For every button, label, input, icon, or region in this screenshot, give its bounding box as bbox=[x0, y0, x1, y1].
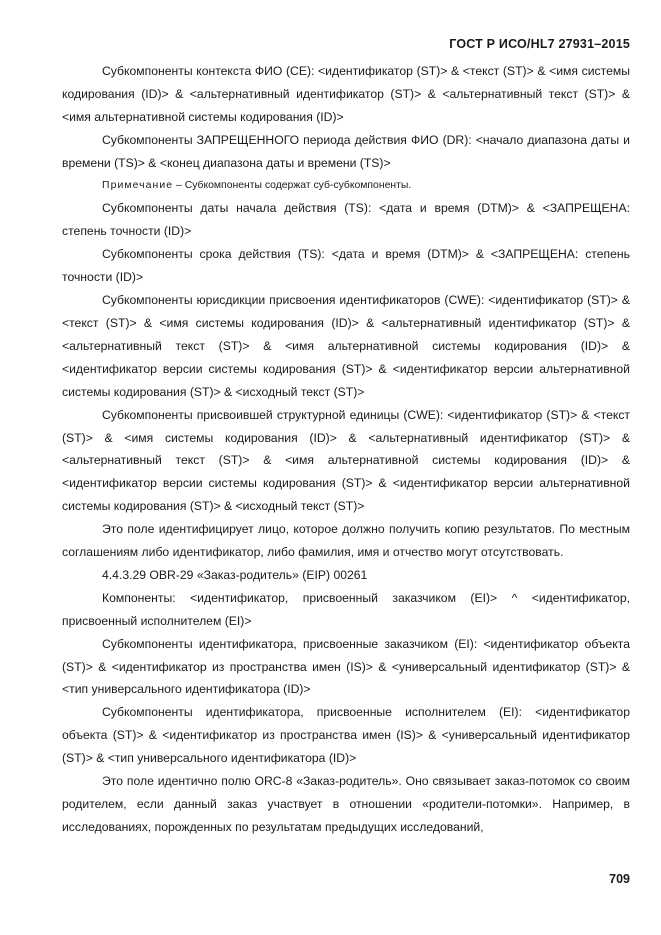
note-text: – Субкомпоненты содержат суб-субкомпоненты. bbox=[173, 179, 412, 191]
paragraph-field-description: Это поле идентифицирует лицо, которое должно получить копию результатов. По местным соглашениям либо идентификатор, либо фамилия, имя и отчество могут отсутствовать. bbox=[62, 522, 630, 560]
paragraph-jurisdiction: Субкомпоненты юрисдикции присвоения идентификаторов (CWE): <идентификатор (ST)> & <текст (ST)> & <имя системы кодирования (ID)> & <альтернативный идентификатор (ST)> & <альтернативный текст (ST)> & <имя альтернативной системы кодирования (ID)> & <идентификатор версии системы кодирования (ST)> & <идентификатор версии альтернативной системы кодирования (ST)> & <исходный текст (ST)> bbox=[62, 293, 630, 399]
page-body bbox=[62, 60, 630, 839]
paragraph-start-date: Субкомпоненты даты начала действия (TS): <дата и время (DTM)> & <ЗАПРЕЩЕНА: степень точности (ID)> bbox=[62, 201, 630, 239]
paragraph-placer-id: Субкомпоненты идентификатора, присвоенные заказчиком (EI): <идентификатор объекта (ST)> & <идентификатор из пространства имен (IS)> & <универсальный идентификатор (ST)> & <тип универсального идентификатора (ID)> bbox=[62, 636, 630, 697]
note-label: Примечание bbox=[102, 179, 174, 191]
paragraph-fio-context: Субкомпоненты контекста ФИО (CE): <идентификатор (ST)> & <текст (ST)> & <имя системы кодирования (ID)> & <альтернативный идентификатор (ST)> & <альтернативный текст (ST)> & <имя альтернативной системы кодирования (ID)> bbox=[62, 64, 630, 124]
paragraph-filler-id: Субкомпоненты идентификатора, присвоенные исполнителем (EI): <идентификатор объекта (ST)> & <идентификатор из пространства имен (IS)> & <универсальный идентификатор (ST)> & <тип универсального идентификатора (ID)> bbox=[62, 705, 630, 766]
paragraph-validity-term: Субкомпоненты срока действия (TS): <дата и время (DTM)> & <ЗАПРЕЩЕНА: степень точности (ID)> bbox=[62, 247, 630, 285]
paragraph-parent-order: Это поле идентично полю ORC-8 «Заказ-родитель». Оно связывает заказ-потомок со своим родителем, если данный заказ участвует в отношении «родители-потомки». Например, в исследованиях, порожденных по результатам предыдущих исследований, bbox=[62, 774, 630, 834]
paragraph-fio-period: Субкомпоненты ЗАПРЕЩЕННОГО периода действия ФИО (DR): <начало диапазона даты и времени (TS)> & <конец диапазона даты и времени (TS)> bbox=[62, 132, 630, 170]
paragraph-assigning-department: Субкомпоненты присвоившей структурной единицы (CWE): <идентификатор (ST)> & <текст (ST)> & <имя системы кодирования (ID)> & <альтернативный идентификатор (ST)> & <альтернативный текст (ST)> & <имя альтернативной системы кодирования (ID)> & <идентификатор версии системы кодирования (ST)> & <идентификатор версии альтернативной системы кодирования (ST)> & <исходный текст (ST)> bbox=[62, 407, 630, 514]
paragraph-components: Компоненты: <идентификатор, присвоенный заказчиком (EI)> ^ <идентификатор, присвоенный исполнителем (EI)> bbox=[62, 590, 630, 628]
section-heading: 4.4.3.29 OBR-29 «Заказ-родитель» (EIP) 00261 bbox=[102, 567, 368, 582]
note bbox=[62, 175, 630, 198]
page-number: 709 bbox=[609, 872, 630, 886]
standard-header: ГОСТ Р ИСО/HL7 27931–2015 bbox=[449, 37, 630, 51]
